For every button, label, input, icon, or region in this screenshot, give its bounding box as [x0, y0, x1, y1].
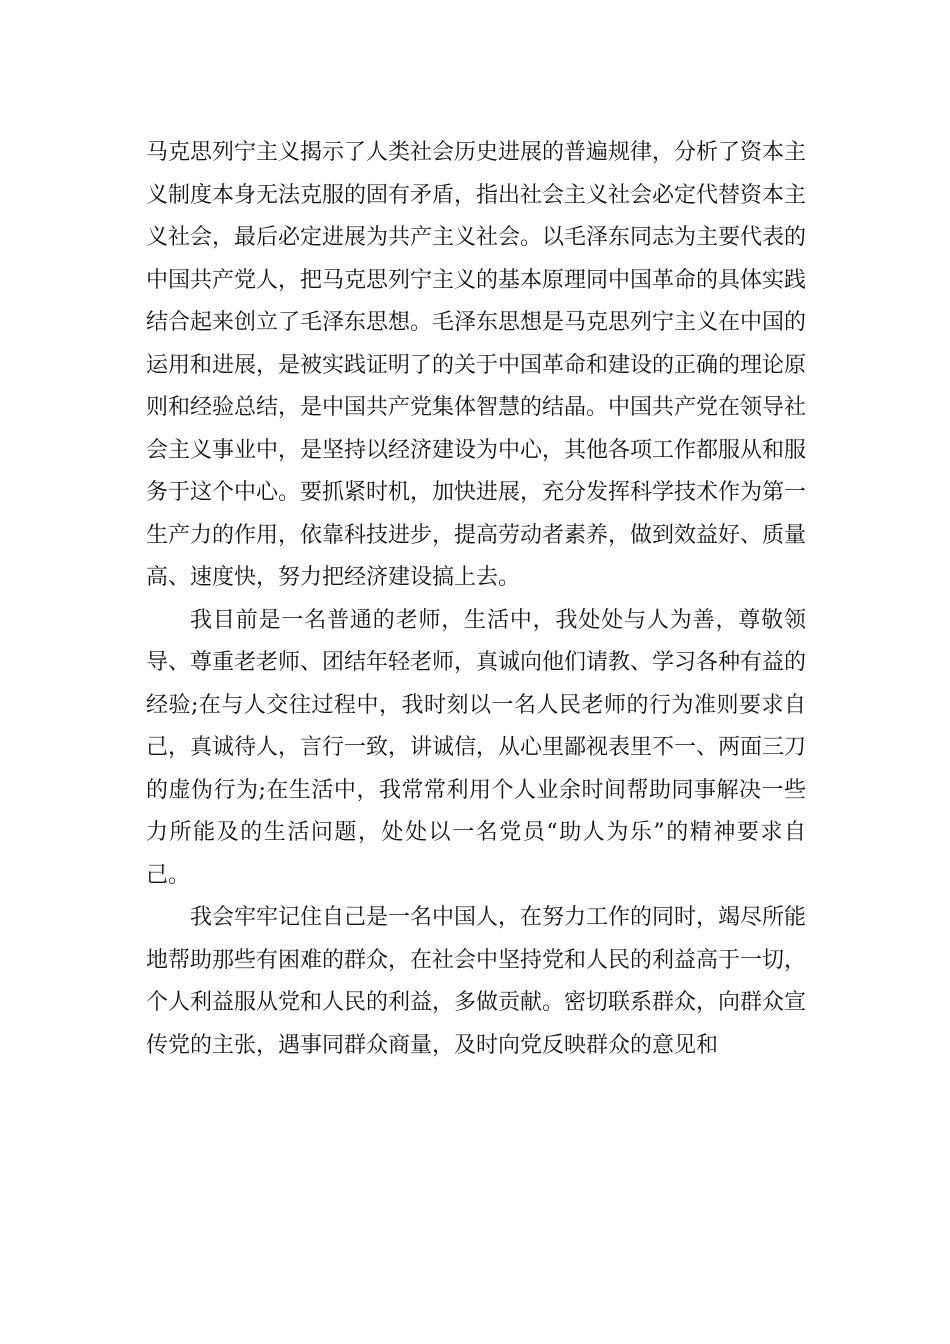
paragraph-2: 我目前是一名普通的老师，生活中，我处处与人为善，尊敬领导、尊重老老师、团结年轻老师，真诚向他们请教、学习各种有益的经验;在与人交往过程中，我时刻以一名人民老师的行为准则要求自己，真诚待人，言行一致，讲诚信，从心里鄙视表里不一、两面三刀的虚伪行为;在生活中，我常常利用个人业余时间帮助同事解决一些力所能及的生活问题，处处以一名党员“助人为乐”的精神要求自己。: [146, 607, 807, 888]
document-body: [146, 132, 806, 1067]
paragraph-3: 我会牢牢记住自己是一名中国人，在努力工作的同时，竭尽所能地帮助那些有困难的群众，在社会中坚持党和人民的利益高于一切，个人利益服从党和人民的利益，多做贡献。密切联系群众，向群众宣传党的主张，遇事同群众商量，及时向党反映群众的意见和: [146, 905, 807, 1058]
paragraph-1: 马克思列宁主义揭示了人类社会历史进展的普遍规律，分析了资本主义制度本身无法克服的固有矛盾，指出社会主义社会必定代替资本主义社会，最后必定进展为共产主义社会。以毛泽东同志为主要代表的中国共产党人，把马克思列宁主义的基本原理同中国革命的具体实践结合起来创立了毛泽东思想。毛泽东思想是马克思列宁主义在中国的运用和进展，是被实践证明了的关于中国革命和建设的正确的理论原则和经验总结，是中国共产党集体智慧的结晶。中国共产党在领导社会主义事业中，是坚持以经济建设为中心，其他各项工作都服从和服务于这个中心。要抓紧时机，加快进展，充分发挥科学技术作为第一生产力的作用，依靠科技进步，提高劳动者素养，做到效益好、质量高、速度快，努力把经济建设搞上去。: [146, 140, 807, 590]
